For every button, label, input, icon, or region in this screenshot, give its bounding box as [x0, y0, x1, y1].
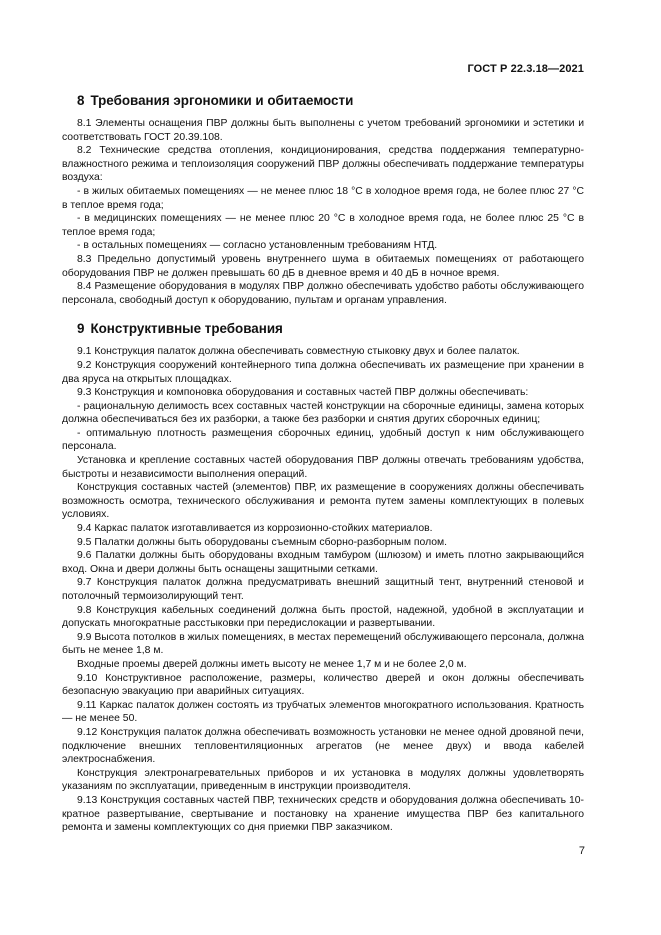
section-title: Конструктивные требования — [90, 321, 283, 337]
list-item: - в остальных помещениях — согласно установленным требованиям НТД. — [77, 240, 438, 252]
paragraph: 8.4 Размещение оборудования в модулях ПВР должно обеспечивать удобство работы обслуживающего персонала, свободный доступ к оборудованию, пультам и органам управления. — [62, 281, 584, 306]
paragraph: 9.11 Каркас палаток должен состоять из трубчатых элементов многократного использования. Кратность — не менее 50. — [62, 699, 584, 725]
section-9 — [62, 320, 584, 834]
list-item: - рациональную делимость всех составных частей конструкции на сборочные единицы, замена которых должна обеспечиваться без их разборки, а также без разборки и снятия других сборочных единиц; — [62, 400, 584, 426]
paragraph: 9.12 Конструкция палаток должна обеспечивать возможность установки не менее одной дровяной печи, подключение внешних тепловентиляционных агрегатов (не менее двух) и ввода кабелей электроснабжения. — [62, 726, 584, 766]
paragraph: 9.10 Конструктивное расположение, размеры, количество дверей и окон должны обеспечивать безопасную эвакуацию при аварийных ситуациях. — [62, 672, 584, 698]
paragraph: 9.8 Конструкция кабельных соединений должна быть простой, надежной, удобной в эксплуатации и допускать многократные расстыковки при передислокации и развертывании. — [62, 604, 584, 630]
paragraph: 9.7 Конструкция палаток должна предусматривать внешний защитный тент, внутренний стеновой и потолочный термоизолирующий тент. — [62, 577, 584, 602]
list-item: - в жилых обитаемых помещениях — не менее плюс 18 °С в холодное время года, не более плюс 27 °С в теплое время года; — [62, 185, 584, 211]
paragraph: 9.3 Конструкция и компоновка оборудования и составных частей ПВР должны обеспечивать: — [77, 387, 529, 399]
paragraph: 9.1 Конструкция палаток должна обеспечивать совместную стыковку двух и более палаток. — [77, 346, 520, 358]
section-8-heading — [62, 92, 584, 109]
paragraph: 9.5 Палатки должны быть оборудованы съемным сборно-разборным полом. — [77, 536, 448, 548]
paragraph: 9.2 Конструкция сооружений контейнерного типа должна обеспечивать их размещение при хранении в два яруса на открытых площадках. — [62, 359, 584, 385]
paragraph: 9.4 Каркас палаток изготавливается из коррозионно-стойких материалов. — [77, 523, 433, 535]
paragraph: Установка и крепление составных частей оборудования ПВР должны отвечать требованиям удобства, быстроты и независимости выполнения операций. — [62, 455, 584, 480]
paragraph: Конструкция составных частей (элементов) ПВР, их размещение в сооружениях должны обеспечивать возможность осмотра, технического обслуживания и ремонта путем замены комплектующих в полевых условиях. — [62, 482, 584, 521]
list-item: - в медицинских помещениях — не менее плюс 20 °С в холодное время года, не более плюс 25 °С в теплое время года; — [62, 213, 584, 238]
section-number: 9 — [77, 321, 85, 337]
paragraph: 8.3 Предельно допустимый уровень внутреннего шума в обитаемых помещениях от работающего оборудования ПВР не должен превышать 60 дБ в дневное время и 40 дБ в ночное время. — [62, 253, 584, 279]
page-content — [62, 92, 584, 835]
list-item: - оптимальную плотность размещения сборочных единиц, удобный доступ к ним обслуживающего персонала. — [62, 427, 584, 453]
page-number: 7 — [578, 845, 585, 857]
paragraph: Конструкция электронагревательных приборов и их установка в модулях должны удовлетворять указаниям по эксплуатации, приведенным в инструкции производителя. — [62, 767, 584, 793]
paragraph: 9.9 Высота потолков в жилых помещениях, в местах перемещений обслуживающего персонала, должна быть не менее 1,8 м. — [62, 631, 584, 657]
section-9-heading — [62, 320, 584, 337]
paragraph: 8.1 Элементы оснащения ПВР должны быть выполнены с учетом требований эргономики и эстетики и соответствовать ГОСТ 20.39.108. — [62, 118, 584, 143]
section-title: Требования эргономики и обитаемости — [90, 93, 354, 108]
paragraph: 9.13 Конструкция составных частей ПВР, технических средств и оборудования должна обеспечивать 10-кратное развертывание, свертывание и постановку на хранение имущества ПВР без капитального ремонта и замены комплектующих со дня приемки ПВР заказчиком. — [62, 794, 584, 834]
document-code: ГОСТ Р 22.3.18—2021 — [467, 63, 584, 75]
paragraph: 8.2 Технические средства отопления, кондиционирования, средства поддержания температурно-влажностного режима и теплоизоляция сооружений ПВР должны обеспечивать поддержание температуры воздуха: — [62, 145, 584, 184]
paragraph: Входные проемы дверей должны иметь высоту не менее 1,7 м и не более 2,0 м. — [77, 658, 467, 670]
paragraph: 9.6 Палатки должны быть оборудованы входным тамбуром (шлюзом) и иметь плотно закрывающийся вход. Окна и двери должны быть оснащены защитными сетками. — [62, 550, 584, 575]
section-number: 8 — [77, 93, 85, 108]
section-8 — [62, 92, 584, 307]
